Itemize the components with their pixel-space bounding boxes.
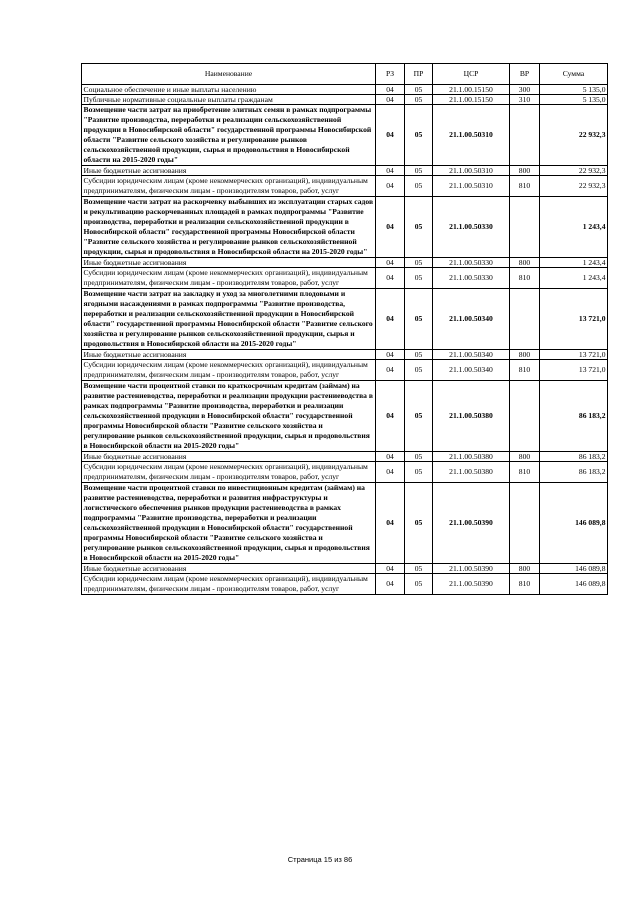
table-row (82, 268, 608, 289)
cell-pr: 05 (405, 197, 433, 258)
cell-rz: 04 (376, 483, 405, 564)
table-row (82, 350, 608, 360)
cell-pr: 05 (405, 483, 433, 564)
cell-sum: 146 089,8 (540, 483, 608, 564)
cell-sum: 146 089,8 (540, 574, 608, 595)
header-pr: ПР (405, 64, 433, 85)
cell-pr: 05 (405, 85, 433, 95)
table-row (82, 381, 608, 452)
cell-sum: 86 183,2 (540, 381, 608, 452)
cell-csr: 21.1.00.50310 (433, 176, 510, 197)
cell-vr: 310 (510, 95, 540, 105)
cell-vr: 800 (510, 166, 540, 176)
cell-rz: 04 (376, 360, 405, 381)
cell-sum: 5 135,0 (540, 85, 608, 95)
cell-rz: 04 (376, 166, 405, 176)
cell-csr: 21.1.00.50380 (433, 381, 510, 452)
cell-name: Иные бюджетные ассигнования (82, 258, 376, 268)
header-name: Наименование (82, 64, 376, 85)
cell-rz: 04 (376, 105, 405, 166)
cell-vr (510, 289, 540, 350)
table-row (82, 574, 608, 595)
cell-rz: 04 (376, 95, 405, 105)
cell-name: Субсидии юридическим лицам (кроме некоммерческих организаций), индивидуальным предпринимателям, физическим лицам - производителям товаров, работ, услуг (82, 176, 376, 197)
table-row (82, 105, 608, 166)
cell-vr (510, 483, 540, 564)
cell-vr: 800 (510, 350, 540, 360)
page-number: Страница 15 из 86 (287, 855, 353, 864)
cell-name: Субсидии юридическим лицам (кроме некоммерческих организаций), индивидуальным предпринимателям, физическим лицам - производителям товаров, работ, услуг (82, 360, 376, 381)
cell-csr: 21.1.00.50390 (433, 483, 510, 564)
cell-rz: 04 (376, 176, 405, 197)
cell-vr: 800 (510, 564, 540, 574)
cell-pr: 05 (405, 574, 433, 595)
table-row (82, 197, 608, 258)
cell-name: Социальное обеспечение и иные выплаты населению (82, 85, 376, 95)
cell-csr: 21.1.00.50330 (433, 268, 510, 289)
cell-sum: 86 183,2 (540, 452, 608, 462)
cell-rz: 04 (376, 85, 405, 95)
cell-sum: 1 243,4 (540, 258, 608, 268)
cell-name: Возмещение части затрат на закладку и уход за многолетними плодовыми и ягодными насаждениями в рамках подпрограммы "Развитие производства, переработки и реализации сельскохозяйственной продукции в Новосибирской области" государственной программы Новосибирской области "Развитие сельского хозяйства и регулирование рынков сельскохозяйственной продукции, сырья и продовольствия в Новосибирской области на 2015-2020 годы" (82, 289, 376, 350)
cell-csr: 21.1.00.15150 (433, 95, 510, 105)
cell-vr: 810 (510, 176, 540, 197)
cell-name: Иные бюджетные ассигнования (82, 166, 376, 176)
cell-rz: 04 (376, 289, 405, 350)
table-header-row (82, 64, 608, 85)
cell-sum: 22 932,3 (540, 176, 608, 197)
cell-sum: 86 183,2 (540, 462, 608, 483)
table-row (82, 85, 608, 95)
table-row (82, 564, 608, 574)
cell-sum: 1 243,4 (540, 197, 608, 258)
cell-pr: 05 (405, 95, 433, 105)
table-row (82, 452, 608, 462)
cell-pr: 05 (405, 268, 433, 289)
cell-rz: 04 (376, 462, 405, 483)
cell-name: Субсидии юридическим лицам (кроме некоммерческих организаций), индивидуальным предпринимателям, физическим лицам - производителям товаров, работ, услуг (82, 462, 376, 483)
cell-vr: 800 (510, 452, 540, 462)
cell-sum: 146 089,8 (540, 564, 608, 574)
cell-vr: 300 (510, 85, 540, 95)
cell-sum: 13 721,0 (540, 289, 608, 350)
cell-name: Иные бюджетные ассигнования (82, 564, 376, 574)
header-vr: ВР (510, 64, 540, 85)
cell-pr: 05 (405, 289, 433, 350)
cell-pr: 05 (405, 105, 433, 166)
cell-pr: 05 (405, 452, 433, 462)
cell-rz: 04 (376, 381, 405, 452)
table-body (82, 85, 608, 595)
cell-vr (510, 197, 540, 258)
cell-pr: 05 (405, 166, 433, 176)
header-csr: ЦСР (433, 64, 510, 85)
cell-rz: 04 (376, 452, 405, 462)
cell-vr: 810 (510, 462, 540, 483)
cell-sum: 22 932,3 (540, 166, 608, 176)
cell-csr: 21.1.00.50380 (433, 462, 510, 483)
cell-csr: 21.1.00.50310 (433, 105, 510, 166)
cell-pr: 05 (405, 350, 433, 360)
cell-name: Публичные нормативные социальные выплаты гражданам (82, 95, 376, 105)
table-row (82, 360, 608, 381)
cell-rz: 04 (376, 258, 405, 268)
cell-name: Возмещение части затрат на приобретение элитных семян в рамках подпрограммы "Развитие производства, переработки и реализации сельскохозяйственной продукции в Новосибирской области" государственной программы Новосибирской области "Развитие сельского хозяйства и регулирование рынков сельскохозяйственной продукции, сырья и продовольствия в Новосибирской области на 2015-2020 годы" (82, 105, 376, 166)
cell-vr: 810 (510, 574, 540, 595)
budget-table (81, 63, 608, 595)
table-row (82, 95, 608, 105)
cell-rz: 04 (376, 564, 405, 574)
cell-pr: 05 (405, 360, 433, 381)
cell-rz: 04 (376, 350, 405, 360)
cell-vr: 810 (510, 268, 540, 289)
cell-vr (510, 381, 540, 452)
cell-sum: 1 243,4 (540, 268, 608, 289)
cell-pr: 05 (405, 381, 433, 452)
cell-csr: 21.1.00.15150 (433, 85, 510, 95)
cell-vr: 810 (510, 360, 540, 381)
cell-name: Иные бюджетные ассигнования (82, 350, 376, 360)
cell-csr: 21.1.00.50340 (433, 289, 510, 350)
cell-name: Субсидии юридическим лицам (кроме некоммерческих организаций), индивидуальным предпринимателям, физическим лицам - производителям товаров, работ, услуг (82, 268, 376, 289)
cell-rz: 04 (376, 574, 405, 595)
table-row (82, 166, 608, 176)
header-sum: Сумма (540, 64, 608, 85)
cell-rz: 04 (376, 197, 405, 258)
cell-name: Субсидии юридическим лицам (кроме некоммерческих организаций), индивидуальным предпринимателям, физическим лицам - производителям товаров, работ, услуг (82, 574, 376, 595)
cell-name: Иные бюджетные ассигнования (82, 452, 376, 462)
cell-pr: 05 (405, 176, 433, 197)
cell-vr (510, 105, 540, 166)
cell-vr: 800 (510, 258, 540, 268)
cell-rz: 04 (376, 268, 405, 289)
table-row (82, 462, 608, 483)
header-rz: РЗ (376, 64, 405, 85)
cell-sum: 13 721,0 (540, 350, 608, 360)
cell-name: Возмещение части процентной ставки по инвестиционным кредитам (займам) на развитие растениеводства, переработки и развития инфраструктуры и логистического обеспечения рынков продукции растениеводства в рамках подпрограммы "Развитие производства, переработки и реализации сельскохозяйственной продукции в Новосибирской области" государственной программы Новосибирской области "Развитие сельского хозяйства и регулирование рынков сельскохозяйственной продукции, сырья и продовольствия в Новосибирской области на 2015-2020 годы" (82, 483, 376, 564)
cell-csr: 21.1.00.50310 (433, 166, 510, 176)
cell-sum: 13 721,0 (540, 360, 608, 381)
cell-pr: 05 (405, 564, 433, 574)
cell-sum: 22 932,3 (540, 105, 608, 166)
cell-csr: 21.1.00.50330 (433, 197, 510, 258)
cell-csr: 21.1.00.50390 (433, 574, 510, 595)
cell-name: Возмещение части затрат на раскорчевку выбывших из эксплуатации старых садов и рекультивацию раскорчеванных площадей в рамках подпрограммы "Развитие производства, переработки и реализации сельскохозяйственной продукции в Новосибирской области" государственной программы Новосибирской области "Развитие сельского хозяйства и регулирование рынков сельскохозяйственной продукции, сырья и продовольствия в Новосибирской области на 2015-2020 годы" (82, 197, 376, 258)
cell-csr: 21.1.00.50340 (433, 360, 510, 381)
cell-csr: 21.1.00.50380 (433, 452, 510, 462)
cell-pr: 05 (405, 258, 433, 268)
cell-csr: 21.1.00.50390 (433, 564, 510, 574)
table-row (82, 483, 608, 564)
table-row (82, 176, 608, 197)
table-row (82, 258, 608, 268)
cell-name: Возмещение части процентной ставки по краткосрочным кредитам (займам) на развитие растениеводства, переработки и реализации продукции растениеводства в рамках подпрограммы "Развитие производства, переработки и реализации сельскохозяйственной продукции в Новосибирской области" государственной программы Новосибирской области "Развитие сельского хозяйства и регулирование рынков сельскохозяйственной продукции, сырья и продовольствия в Новосибирской области на 2015-2020 годы" (82, 381, 376, 452)
cell-csr: 21.1.00.50330 (433, 258, 510, 268)
cell-sum: 5 135,0 (540, 95, 608, 105)
cell-pr: 05 (405, 462, 433, 483)
cell-csr: 21.1.00.50340 (433, 350, 510, 360)
table-row (82, 289, 608, 350)
